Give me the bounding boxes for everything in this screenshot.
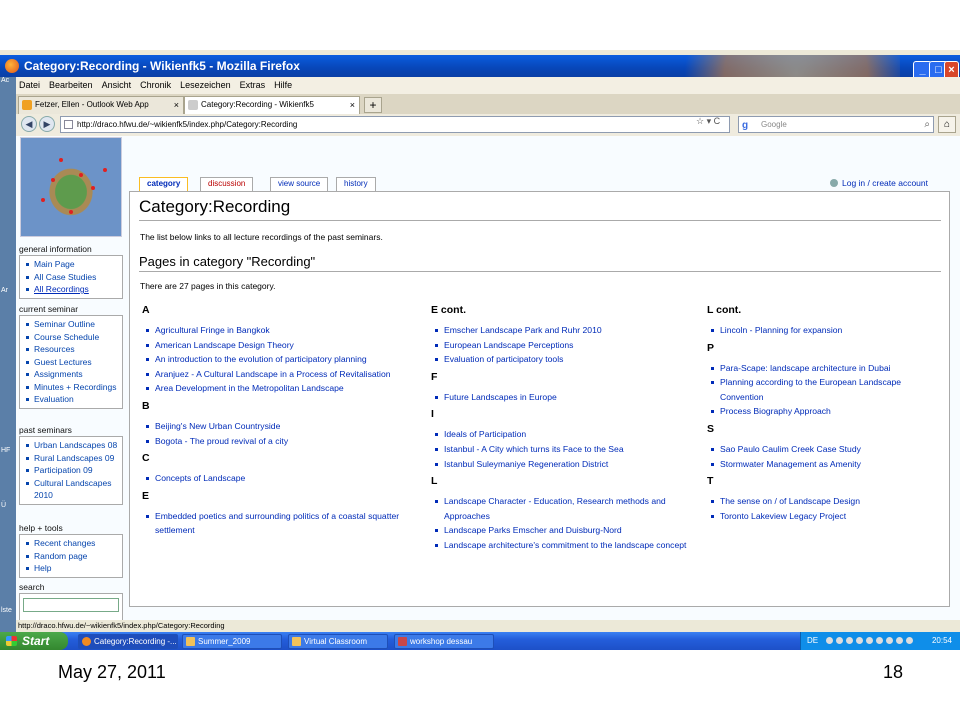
divider xyxy=(139,271,941,272)
minimize-button[interactable]: _ xyxy=(913,61,932,80)
tray-icon[interactable] xyxy=(866,637,873,644)
taskbar-label: Virtual Classroom xyxy=(304,637,367,646)
section-letter: E xyxy=(142,489,150,502)
login-label: Log in / create account xyxy=(842,178,929,188)
category-list xyxy=(429,494,694,552)
sidebar-item-main-page[interactable]: Main Page xyxy=(20,258,120,271)
tab-view-source[interactable]: view source xyxy=(270,177,328,191)
tab-category[interactable]: category xyxy=(139,177,188,191)
tray-icon[interactable] xyxy=(826,637,833,644)
search-input[interactable] xyxy=(738,116,934,133)
category-link[interactable]: Ideals of Participation xyxy=(429,427,694,442)
category-link[interactable]: Toronto Lakeview Legacy Project xyxy=(705,509,935,524)
section-letter: A xyxy=(142,304,150,316)
category-link[interactable]: Aranjuez - A Cultural Landscape in a Process of Revitalisation xyxy=(140,367,420,382)
menu-bar xyxy=(16,77,960,94)
menu-datei[interactable]: Datei xyxy=(19,80,41,90)
sidebar-item-random-page[interactable]: Random page xyxy=(20,550,120,563)
category-link[interactable]: Bogota - The proud revival of a city xyxy=(140,434,420,449)
page-icon xyxy=(64,120,73,129)
start-label: Start xyxy=(22,634,50,648)
category-link[interactable]: Emscher Landscape Park and Ruhr 2010 xyxy=(429,323,694,338)
sidebar-item-participation[interactable]: Participation 09 xyxy=(20,464,120,477)
category-link[interactable]: Concepts of Landscape xyxy=(140,471,420,486)
sidebar-help xyxy=(19,534,123,578)
category-list xyxy=(140,419,420,448)
category-subheading: Pages in category "Recording" xyxy=(139,254,316,269)
category-list xyxy=(705,361,935,419)
category-column-1 xyxy=(140,304,420,542)
url-text: http://draco.hfwu.de/~wikienfk5/index.php/Category:Recording xyxy=(77,120,298,129)
new-tab-button[interactable]: + xyxy=(364,97,382,113)
sidebar-heading-past: past seminars xyxy=(19,425,72,435)
tray-icon[interactable] xyxy=(886,637,893,644)
strip-label: Ar xyxy=(1,287,8,294)
category-list xyxy=(140,323,420,396)
sidebar-item-rural-landscapes[interactable]: Rural Landscapes 09 xyxy=(20,452,120,465)
user-icon xyxy=(830,179,838,187)
category-link[interactable]: European Landscape Perceptions xyxy=(429,338,694,353)
sidebar-item-seminar-outline[interactable]: Seminar Outline xyxy=(20,318,120,331)
category-link[interactable]: Landscape architecture's commitment to the landscape concept xyxy=(429,538,694,553)
taskbar xyxy=(0,632,960,650)
sidebar-heading-search: search xyxy=(19,582,45,592)
section-letter: C xyxy=(142,452,150,465)
category-link[interactable]: Future Landscapes in Europe xyxy=(429,390,694,405)
folder-icon xyxy=(292,637,301,646)
tab-label: Category:Recording - Wikienfk5 xyxy=(201,100,314,109)
close-button[interactable]: × xyxy=(944,61,959,80)
page-count-text: There are 27 pages in this category. xyxy=(140,281,276,291)
tray-icon[interactable] xyxy=(856,637,863,644)
sidebar-past xyxy=(19,436,123,505)
section-letter: L xyxy=(431,475,438,488)
tab-bar xyxy=(16,94,960,114)
sidebar-general xyxy=(19,255,123,299)
menu-ansicht[interactable]: Ansicht xyxy=(101,80,132,90)
category-link[interactable]: Planning according to the European Landscape Convention xyxy=(705,375,935,404)
menu-hilfe[interactable]: Hilfe xyxy=(274,80,293,90)
page-title: Category:Recording xyxy=(139,197,291,216)
sidebar-item-urban-landscapes[interactable]: Urban Landscapes 08 xyxy=(20,439,120,452)
sidebar-item-evaluation[interactable]: Evaluation xyxy=(20,393,120,406)
strip-label: lste xyxy=(1,607,12,614)
slide-date: May 27, 2011 xyxy=(58,662,166,682)
category-list xyxy=(429,390,694,405)
window-titlebar[interactable] xyxy=(0,55,960,77)
menu-lesezeichen[interactable]: Lesezeichen xyxy=(180,80,231,90)
intro-text: The list below links to all lecture recordings of the past seminars. xyxy=(140,232,383,242)
category-link[interactable]: Embedded poetics and surrounding politics of a coastal squatter settlement xyxy=(140,509,420,538)
menu-extras[interactable]: Extras xyxy=(239,80,266,90)
category-list xyxy=(140,509,420,538)
category-link[interactable]: Sao Paulo Caulim Creek Case Study xyxy=(705,442,935,457)
firefox-icon xyxy=(5,59,19,73)
search-icon[interactable]: ⌕ xyxy=(924,119,930,130)
section-letter: S xyxy=(707,422,715,435)
url-bar[interactable] xyxy=(60,116,730,133)
category-link[interactable]: Landscape Character - Education, Research methods and Approaches xyxy=(429,494,694,523)
taskbar-item-folder-summer[interactable] xyxy=(182,634,282,649)
sidebar-item-resources[interactable]: Resources xyxy=(20,343,120,356)
tray-icon[interactable] xyxy=(836,637,843,644)
category-link[interactable]: Para-Scape: landscape architecture in Dubai xyxy=(705,361,935,376)
section-letter: T xyxy=(707,475,714,488)
tab-history[interactable]: history xyxy=(336,177,376,191)
tray-icon[interactable] xyxy=(846,637,853,644)
sidebar-item-all-recordings[interactable]: All Recordings xyxy=(20,283,120,296)
wiki-logo-map[interactable] xyxy=(20,137,122,237)
close-tab-icon[interactable]: × xyxy=(349,100,355,110)
tray-icon[interactable] xyxy=(876,637,883,644)
sidebar-heading-current: current seminar xyxy=(19,304,79,314)
category-list xyxy=(429,427,694,471)
category-link[interactable]: An introduction to the evolution of participatory planning xyxy=(140,352,420,367)
category-list xyxy=(705,442,935,471)
screenshot xyxy=(0,50,960,650)
category-link[interactable]: Process Biography Approach xyxy=(705,404,935,419)
tab-category-recording[interactable] xyxy=(184,96,360,114)
google-icon: g xyxy=(742,120,749,131)
category-link[interactable]: Istanbul Suleymaniye Regeneration District xyxy=(429,457,694,472)
taskbar-item-folder-virtual[interactable] xyxy=(288,634,388,649)
search-placeholder: Google xyxy=(761,120,787,129)
clock[interactable]: 20:54 xyxy=(931,636,952,645)
sidebar-item-recent-changes[interactable]: Recent changes xyxy=(20,537,120,550)
taskbar-label: Summer_2009 xyxy=(198,637,251,646)
category-link[interactable]: Beijing's New Urban Countryside xyxy=(140,419,420,434)
strip-label: Ü xyxy=(1,502,7,509)
sidebar-item-cultural-landscapes[interactable]: Cultural Landscapes 2010 xyxy=(20,477,120,502)
category-link[interactable]: Landscape Parks Emscher and Duisburg-Nord xyxy=(429,523,694,538)
login-link[interactable] xyxy=(830,178,928,188)
divider xyxy=(139,220,941,221)
menu-chronik[interactable]: Chronik xyxy=(140,80,172,90)
category-list xyxy=(429,323,694,367)
section-letter: P xyxy=(707,341,715,354)
windows-logo-icon xyxy=(6,636,17,646)
category-column-2 xyxy=(429,304,694,557)
slide-page-number: 18 xyxy=(883,662,904,682)
category-link[interactable]: Evaluation of participatory tools xyxy=(429,352,694,367)
maximize-button[interactable]: □ xyxy=(929,61,948,80)
powerpoint-icon xyxy=(398,637,407,646)
tab-discussion[interactable]: discussion xyxy=(200,177,253,191)
wiki-page xyxy=(129,191,950,607)
back-icon[interactable]: ◀ xyxy=(21,116,37,132)
category-link[interactable]: Lincoln - Planning for expansion xyxy=(705,323,935,338)
category-link[interactable]: Stormwater Management as Amenity xyxy=(705,457,935,472)
firefox-icon xyxy=(82,637,91,646)
category-link[interactable]: Istanbul - A City which turns its Face to the Sea xyxy=(429,442,694,457)
reload-icon[interactable]: ☆ ▾ C xyxy=(696,116,721,126)
folder-icon xyxy=(186,637,195,646)
category-list xyxy=(140,471,420,486)
sidebar-current xyxy=(19,315,123,409)
category-link[interactable]: Agricultural Fringe in Bangkok xyxy=(140,323,420,338)
section-letter: E cont. xyxy=(431,304,467,316)
home-icon[interactable]: ⌂ xyxy=(938,116,956,133)
taskbar-label: workshop dessau xyxy=(410,637,473,646)
navigation-bar xyxy=(16,114,960,136)
category-list xyxy=(705,323,935,338)
status-bar: http://draco.hfwu.de/~wikienfk5/index.php/Category:Recording xyxy=(16,620,960,632)
wiki-icon xyxy=(188,100,198,110)
sidebar-item-all-case-studies[interactable]: All Case Studies xyxy=(20,271,120,284)
window-title: Category:Recording - Wikienfk5 - Mozilla Firefox xyxy=(24,59,300,73)
section-letter: I xyxy=(431,408,434,421)
close-tab-icon[interactable]: × xyxy=(173,100,179,110)
category-link[interactable]: The sense on / of Landscape Design xyxy=(705,494,935,509)
strip-label: Ac xyxy=(1,77,10,84)
taskbar-item-workshop[interactable] xyxy=(394,634,494,649)
sidebar-item-course-schedule[interactable]: Course Schedule xyxy=(20,331,120,344)
sidebar-heading-general: general information xyxy=(19,244,92,254)
wiki-search-input[interactable] xyxy=(23,598,119,612)
category-column-3 xyxy=(705,304,935,527)
tray-icon[interactable] xyxy=(896,637,903,644)
sidebar-item-assignments[interactable]: Assignments xyxy=(20,368,120,381)
tab-label: Fetzer, Ellen - Outlook Web App xyxy=(35,100,149,109)
background-window-strip xyxy=(0,55,16,632)
menu-bearbeiten[interactable]: Bearbeiten xyxy=(49,80,93,90)
tray-icon[interactable] xyxy=(906,637,913,644)
category-link[interactable]: Area Development in the Metropolitan Landscape xyxy=(140,381,420,396)
section-letter: L cont. xyxy=(707,304,742,316)
sidebar-search xyxy=(19,593,123,623)
forward-icon[interactable]: ▶ xyxy=(39,116,55,132)
system-tray xyxy=(800,632,960,650)
taskbar-label: Category:Recording -... xyxy=(94,637,177,646)
sidebar-item-minutes-recordings[interactable]: Minutes + Recordings xyxy=(20,381,120,394)
sidebar-heading-help: help + tools xyxy=(19,523,63,533)
web-content xyxy=(16,136,960,632)
section-letter: F xyxy=(431,370,438,383)
sidebar-item-guest-lectures[interactable]: Guest Lectures xyxy=(20,356,120,369)
category-list xyxy=(705,494,935,523)
strip-label: HF xyxy=(1,447,11,454)
sidebar-item-help[interactable]: Help xyxy=(20,562,120,575)
start-button[interactable] xyxy=(0,632,68,650)
section-letter: B xyxy=(142,399,150,412)
taskbar-item-firefox[interactable] xyxy=(78,634,178,649)
tab-outlook[interactable] xyxy=(18,96,184,114)
category-link[interactable]: American Landscape Design Theory xyxy=(140,338,420,353)
language-indicator[interactable]: DE xyxy=(807,636,819,645)
outlook-icon xyxy=(22,100,32,110)
